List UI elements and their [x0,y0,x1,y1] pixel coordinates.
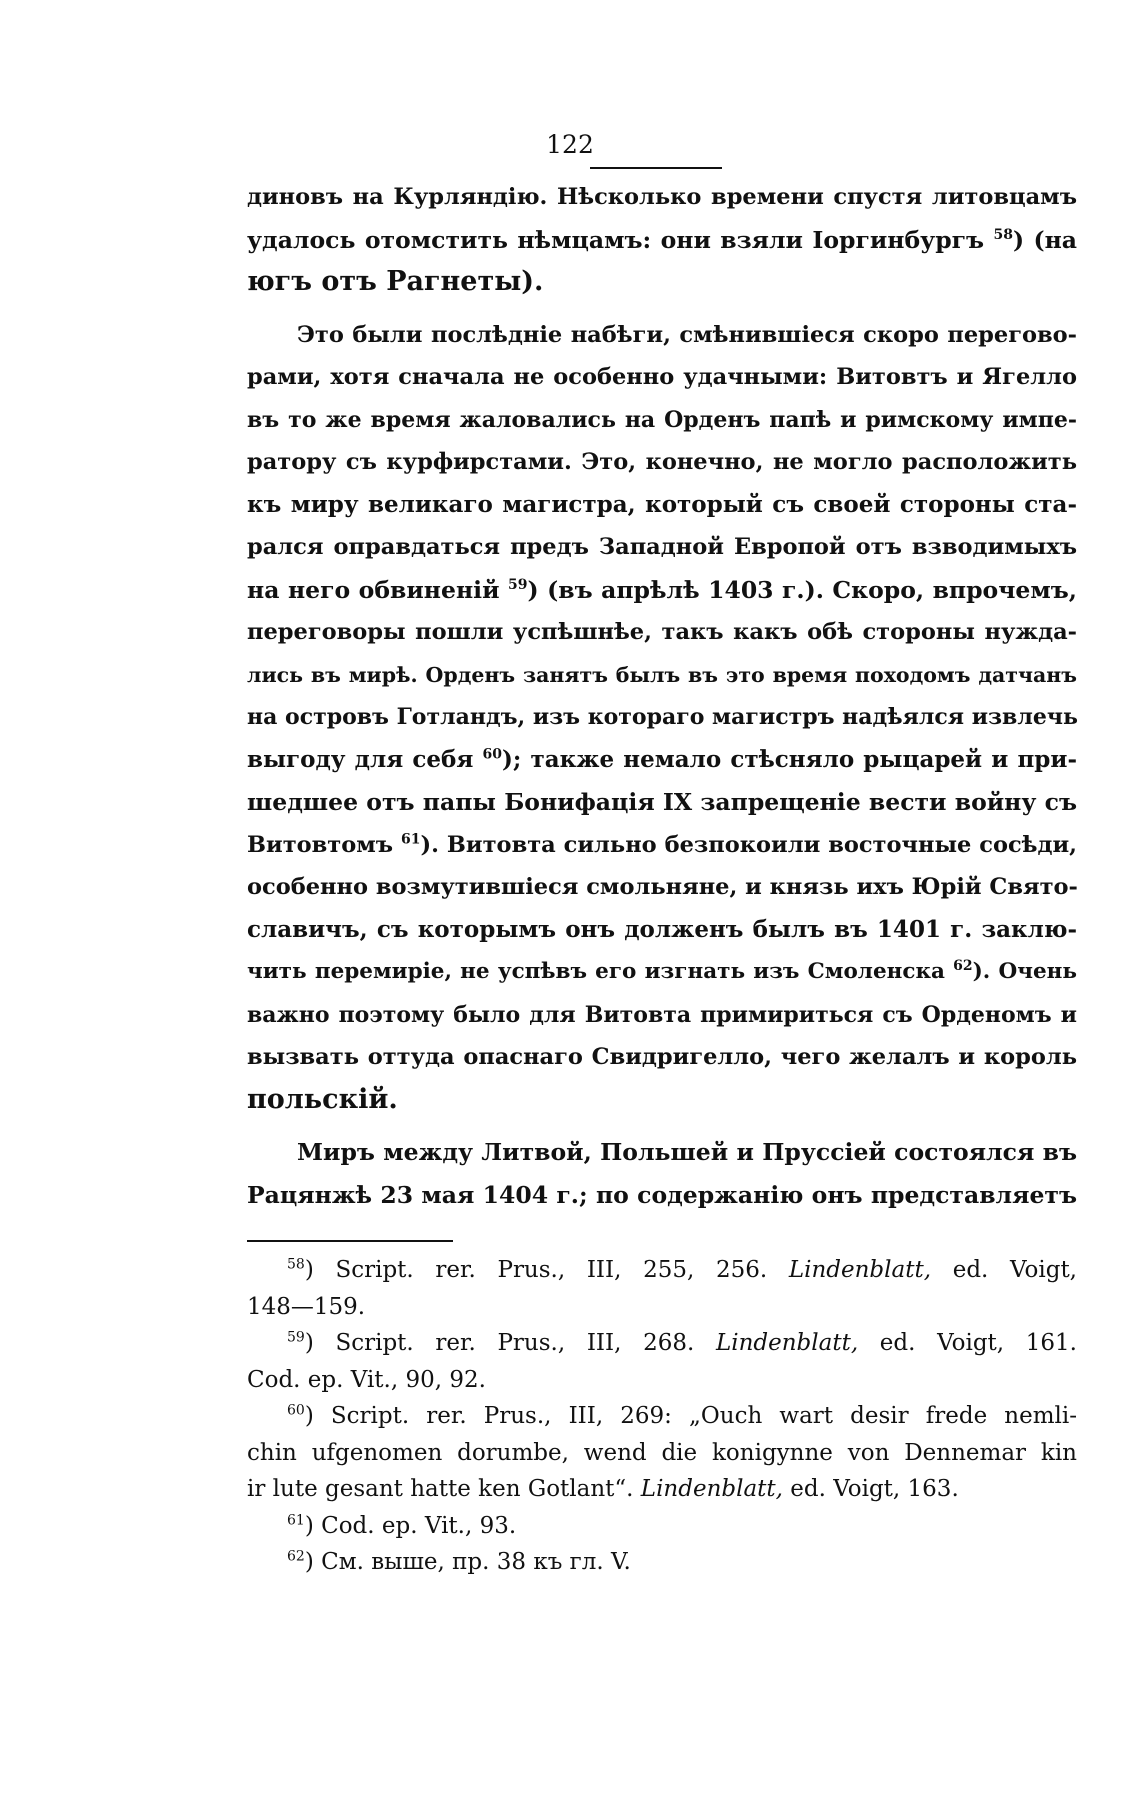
text-span: Рацянжѣ 23 мая 1404 г.; по содержанію онъ представляетъ [247,1180,1077,1209]
text-span: выгоду для себя [247,745,483,773]
footnote-marker: 58 [993,226,1013,243]
text-span: ) Script. rer. Prus., III, 255, 256. [304,1257,789,1283]
footnote-line [247,1544,1077,1580]
text-span: ) (на [1012,225,1077,254]
body-text-line [247,399,1077,441]
footnote-rule [247,1240,453,1242]
body-text-line [247,176,1077,218]
text-span: на него обвиненій [247,575,509,604]
text-span: Миръ между Литвой, Польшей и Пруссіей состоялся въ [297,1138,1077,1166]
text-span: вызвать оттуда опаснаго Свидригелло, чего желалъ и король [247,1044,1077,1070]
footnote-marker: 62 [287,1548,305,1565]
body-text-line [247,1131,1077,1173]
text-span: славичъ, съ которымъ онъ долженъ былъ въ 1401 г. заклю- [247,915,1077,943]
text-span: chin ufgenomen dorumbe, wend die konigynne von Dennemar kin [247,1439,1077,1466]
body-text-line [247,219,1077,261]
text-span: польскій. [247,1083,398,1115]
page-number: 122 [546,130,594,159]
text-span: диновъ на Курляндію. Нѣсколько времени спустя литовцамъ [247,184,1077,210]
body-text-line [247,781,1077,823]
body-text-line [247,951,1077,993]
italic-text: Lindenblatt, [640,1476,783,1502]
body-text-line [247,824,1077,866]
body-text-line [247,1174,1077,1216]
text-span: рался оправдаться предъ Западной Европой отъ взводимыхъ [247,534,1077,560]
text-span: къ миру великаго магистра, который съ своей стороны ста- [247,490,1077,518]
body-text-line [247,866,1077,908]
text-span: ir lute gesant hatte ken Gotlant“. [247,1476,641,1502]
body-text-line [247,441,1077,483]
text-span: ). Очень [972,959,1077,984]
footnote-marker: 60 [287,1402,305,1419]
footnote-marker: 60 [482,745,502,762]
text-span: ) Script. rer. Prus., III, 269: „Ouch wart desir frede nemli- [304,1403,1077,1429]
footnote-line [247,1289,1077,1325]
text-span: Витовтомъ [247,831,401,858]
italic-text: Lindenblatt, [788,1257,932,1283]
body-text-line [247,356,1077,398]
body-text-line [247,484,1077,526]
text-span: ратору съ курфирстами. Это, конечно, не могло расположить [247,449,1077,475]
text-span: рами, хотя сначала не особенно удачными: Витовтъ и Ягелло [247,364,1077,390]
text-span: ) Cod. ep. Vit., 93. [304,1512,517,1539]
text-span: лись въ мирѣ. Орденъ занятъ былъ въ это время походомъ датчанъ [247,662,1077,687]
body-text-line [247,1036,1077,1078]
text-span: 148—159. [247,1293,366,1320]
text-span: переговоры пошли успѣшнѣе, такъ какъ обѣ стороны нужда- [247,619,1077,645]
text-span: въ то же время жаловались на Орденъ папѣ и римскому импе- [247,406,1077,433]
body-text-line [247,1079,1077,1121]
text-span: ); также немало стѣсняло рыцарей и при- [501,745,1077,773]
footnote-line [247,1508,1077,1544]
body-text-line [247,611,1077,653]
text-span: Cod. ep. Vit., 90, 92. [247,1366,486,1393]
footnote-marker: 59 [508,576,528,593]
text-span: ed. Voigt, [931,1257,1077,1283]
body-text-line [247,739,1077,781]
text-span: югъ отъ Рагнеты). [247,266,544,297]
footnote-marker: 62 [953,957,973,974]
footnote-marker: 61 [287,1511,305,1528]
text-span: ) См. выше, пр. 38 къ гл. V. [304,1549,631,1575]
body-text-line [247,569,1077,611]
footnote-marker: 59 [287,1329,305,1346]
footnote-line [247,1362,1077,1398]
text-span: на островъ Готландъ, изъ котораго магистръ надѣялся извлечь [247,704,1078,730]
text-span: ed. Voigt, 163. [782,1476,959,1502]
text-span: ). Витовта сильно безпокоили восточные сосѣди, [420,831,1078,858]
footnote-line [247,1435,1077,1471]
footnote-marker: 58 [287,1256,305,1273]
text-span: ed. Voigt, 161. [858,1330,1077,1356]
text-span: ) Script. rer. Prus., III, 268. [304,1330,716,1356]
footnote-line [247,1471,1077,1507]
body-text-line [247,526,1077,568]
text-span: важно поэтому было для Витовта примириться съ Орденомъ и [247,1001,1077,1028]
text-span: особенно возмутившіеся смольняне, и князь ихъ Юрій Свято- [247,874,1078,900]
body-text-line [247,261,1077,303]
text-span: удалось отомстить нѣмцамъ: они взяли Іоргинбургъ [247,225,994,254]
body-text-line [247,994,1077,1036]
footnote-line [247,1252,1077,1288]
footnote-line [247,1398,1077,1434]
text-span: Это были послѣдніе набѣги, смѣнившіеся скоро перегово- [297,321,1077,348]
text-span: чить перемиріе, не успѣвъ его изгнать изъ Смоленска [247,959,954,984]
body-text-line [247,314,1077,356]
page-number-rule [590,167,722,169]
body-text-line [247,909,1077,951]
text-span: шедшее отъ папы Бонифація IX запрещеніе вести войну съ [247,788,1077,816]
text-span: ) (въ апрѣлѣ 1403 г.). Скоро, впрочемъ, [527,575,1077,604]
body-text-line [247,696,1077,738]
footnote-marker: 61 [401,831,421,847]
body-text-line [247,654,1077,696]
italic-text: Lindenblatt, [715,1330,859,1356]
footnote-line [247,1325,1077,1361]
